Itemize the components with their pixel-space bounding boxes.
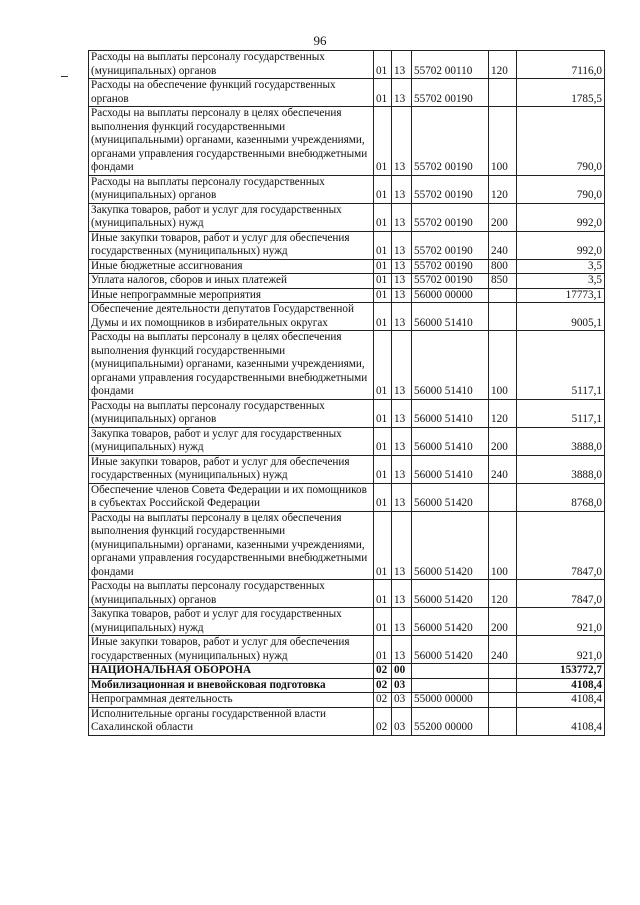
row-expense-type: [489, 707, 517, 735]
row-name: Иные закупки товаров, работ и услуг для обеспечения государственных (муниципальных) нужд: [89, 636, 374, 664]
row-target-article: 55702 00190: [412, 175, 489, 203]
row-section: 01: [374, 107, 392, 176]
row-expense-type: [489, 483, 517, 511]
row-name: Расходы на выплаты персоналу государственных (муниципальных) органов: [89, 399, 374, 427]
row-section: 01: [374, 608, 392, 636]
row-subsection: 00: [392, 664, 412, 679]
row-sum: 4108,4: [517, 678, 605, 693]
row-target-article: 55702 00190: [412, 231, 489, 259]
row-target-article: 56000 51420: [412, 636, 489, 664]
row-name: Расходы на выплаты персоналу в целях обеспечения выполнения функций государственными (муниципальными) органами, казенными учреждениями, органами управления государственными внебюджетными фондами: [89, 331, 374, 400]
row-expense-type: 240: [489, 636, 517, 664]
row-subsection: 13: [392, 399, 412, 427]
table-row: [89, 636, 605, 664]
row-expense-type: 240: [489, 455, 517, 483]
row-subsection: 13: [392, 483, 412, 511]
row-sum: 153772,7: [517, 664, 605, 679]
table-row: [89, 259, 605, 274]
row-sum: 17773,1: [517, 288, 605, 303]
row-name: Закупка товаров, работ и услуг для государственных (муниципальных) нужд: [89, 203, 374, 231]
row-expense-type: 120: [489, 175, 517, 203]
row-expense-type: [489, 79, 517, 107]
row-target-article: 56000 51410: [412, 331, 489, 400]
row-expense-type: 800: [489, 259, 517, 274]
row-section: 01: [374, 427, 392, 455]
row-name: Обеспечение деятельности депутатов Государственной Думы и их помощников в избирательных округах: [89, 303, 374, 331]
row-sum: 921,0: [517, 636, 605, 664]
row-subsection: 13: [392, 107, 412, 176]
row-target-article: 55702 00190: [412, 79, 489, 107]
table-row: [89, 331, 605, 400]
row-sum: 992,0: [517, 231, 605, 259]
row-subsection: 13: [392, 608, 412, 636]
row-target-article: 56000 51420: [412, 580, 489, 608]
page-number: 96: [313, 33, 327, 48]
row-name: Закупка товаров, работ и услуг для государственных (муниципальных) нужд: [89, 427, 374, 455]
row-section: 01: [374, 203, 392, 231]
table-row: [89, 678, 605, 693]
row-name: Уплата налогов, сборов и иных платежей: [89, 274, 374, 289]
row-name: Расходы на обеспечение функций государственных органов: [89, 79, 374, 107]
table-row: [89, 483, 605, 511]
table-row: [89, 511, 605, 580]
row-subsection: 13: [392, 511, 412, 580]
row-subsection: 13: [392, 331, 412, 400]
row-section: 02: [374, 678, 392, 693]
row-name: Обеспечение членов Совета Федерации и их помощников в субъектах Российской Федерации: [89, 483, 374, 511]
table-row: [89, 274, 605, 289]
row-section: 01: [374, 483, 392, 511]
row-expense-type: [489, 303, 517, 331]
row-section: 01: [374, 79, 392, 107]
row-sum: 4108,4: [517, 693, 605, 708]
row-section: 01: [374, 455, 392, 483]
row-sum: 3888,0: [517, 455, 605, 483]
table-row: [89, 303, 605, 331]
row-subsection: 13: [392, 231, 412, 259]
row-subsection: 03: [392, 707, 412, 735]
row-name: Расходы на выплаты персоналу в целях обеспечения выполнения функций государственными (муниципальными) органами, казенными учреждениями, органами управления государственными внебюджетными фондами: [89, 511, 374, 580]
row-expense-type: 200: [489, 427, 517, 455]
row-section: 02: [374, 693, 392, 708]
table-row: [89, 399, 605, 427]
row-expense-type: [489, 693, 517, 708]
row-name: Иные бюджетные ассигнования: [89, 259, 374, 274]
row-sum: 7847,0: [517, 580, 605, 608]
row-name: Исполнительные органы государственной власти Сахалинской области: [89, 707, 374, 735]
row-subsection: 13: [392, 51, 412, 79]
row-target-article: 56000 51410: [412, 427, 489, 455]
row-section: 02: [374, 707, 392, 735]
row-section: 01: [374, 303, 392, 331]
row-section: 01: [374, 331, 392, 400]
row-subsection: 13: [392, 288, 412, 303]
row-section: 01: [374, 231, 392, 259]
table-row: [89, 203, 605, 231]
row-subsection: 13: [392, 427, 412, 455]
row-subsection: 13: [392, 455, 412, 483]
row-target-article: 56000 51410: [412, 303, 489, 331]
row-name: Иные закупки товаров, работ и услуг для обеспечения государственных (муниципальных) нужд: [89, 231, 374, 259]
table-row: [89, 707, 605, 735]
row-target-article: 55702 00190: [412, 203, 489, 231]
row-expense-type: 850: [489, 274, 517, 289]
row-expense-type: 120: [489, 580, 517, 608]
row-name: Расходы на выплаты персоналу в целях обеспечения выполнения функций государственными (муниципальными) органами, казенными учреждениями, органами управления государственными внебюджетными фондами: [89, 107, 374, 176]
row-sum: 8768,0: [517, 483, 605, 511]
table-row: [89, 107, 605, 176]
row-expense-type: 240: [489, 231, 517, 259]
row-target-article: 55702 00190: [412, 274, 489, 289]
table-row: [89, 693, 605, 708]
row-name: НАЦИОНАЛЬНАЯ ОБОРОНА: [89, 664, 374, 679]
row-name: Расходы на выплаты персоналу государственных (муниципальных) органов: [89, 51, 374, 79]
row-sum: 4108,4: [517, 707, 605, 735]
row-subsection: 13: [392, 79, 412, 107]
row-target-article: 56000 00000: [412, 288, 489, 303]
row-target-article: 56000 51420: [412, 483, 489, 511]
row-section: 01: [374, 259, 392, 274]
row-section: 01: [374, 399, 392, 427]
row-expense-type: 100: [489, 511, 517, 580]
row-section: 01: [374, 580, 392, 608]
row-sum: 921,0: [517, 608, 605, 636]
row-name: Непрограммная деятельность: [89, 693, 374, 708]
row-target-article: 55702 00190: [412, 259, 489, 274]
row-target-article: 55702 00190: [412, 107, 489, 176]
row-target-article: 55000 00000: [412, 693, 489, 708]
row-subsection: 13: [392, 636, 412, 664]
row-subsection: 13: [392, 175, 412, 203]
row-name: Иные закупки товаров, работ и услуг для обеспечения государственных (муниципальных) нужд: [89, 455, 374, 483]
row-subsection: 03: [392, 693, 412, 708]
row-sum: 9005,1: [517, 303, 605, 331]
table-row: [89, 231, 605, 259]
table-row: [89, 664, 605, 679]
budget-table-body: [89, 51, 605, 736]
row-section: 01: [374, 288, 392, 303]
row-sum: 7116,0: [517, 51, 605, 79]
row-name: Мобилизационная и вневойсковая подготовка: [89, 678, 374, 693]
row-target-article: [412, 664, 489, 679]
row-target-article: 56000 51420: [412, 608, 489, 636]
row-sum: 1785,5: [517, 79, 605, 107]
row-sum: 790,0: [517, 107, 605, 176]
table-row: [89, 608, 605, 636]
row-section: 01: [374, 511, 392, 580]
row-expense-type: 100: [489, 107, 517, 176]
row-expense-type: 100: [489, 331, 517, 400]
row-section: 01: [374, 636, 392, 664]
row-target-article: 56000 51410: [412, 399, 489, 427]
margin-mark: [61, 76, 68, 77]
table-row: [89, 580, 605, 608]
row-name: Закупка товаров, работ и услуг для государственных (муниципальных) нужд: [89, 608, 374, 636]
row-expense-type: [489, 664, 517, 679]
row-name: Расходы на выплаты персоналу государственных (муниципальных) органов: [89, 175, 374, 203]
table-row: [89, 79, 605, 107]
row-sum: 3,5: [517, 259, 605, 274]
table-row: [89, 427, 605, 455]
row-expense-type: 120: [489, 51, 517, 79]
row-sum: 992,0: [517, 203, 605, 231]
row-target-article: 56000 51410: [412, 455, 489, 483]
row-target-article: 55702 00110: [412, 51, 489, 79]
row-name: Расходы на выплаты персоналу государственных (муниципальных) органов: [89, 580, 374, 608]
row-expense-type: [489, 288, 517, 303]
row-target-article: 55200 00000: [412, 707, 489, 735]
row-subsection: 13: [392, 274, 412, 289]
row-section: 01: [374, 274, 392, 289]
row-subsection: 13: [392, 203, 412, 231]
table-row: [89, 51, 605, 79]
table-row: [89, 288, 605, 303]
row-expense-type: 120: [489, 399, 517, 427]
row-section: 01: [374, 175, 392, 203]
row-subsection: 13: [392, 303, 412, 331]
row-target-article: 56000 51420: [412, 511, 489, 580]
row-sum: 790,0: [517, 175, 605, 203]
row-expense-type: [489, 678, 517, 693]
row-sum: 5117,1: [517, 331, 605, 400]
row-sum: 5117,1: [517, 399, 605, 427]
row-sum: 3,5: [517, 274, 605, 289]
table-row: [89, 175, 605, 203]
budget-table: [88, 50, 605, 736]
row-expense-type: 200: [489, 203, 517, 231]
row-subsection: 13: [392, 259, 412, 274]
row-expense-type: 200: [489, 608, 517, 636]
row-subsection: 03: [392, 678, 412, 693]
row-sum: 3888,0: [517, 427, 605, 455]
row-sum: 7847,0: [517, 511, 605, 580]
row-section: 02: [374, 664, 392, 679]
row-subsection: 13: [392, 580, 412, 608]
row-name: Иные непрограммные мероприятия: [89, 288, 374, 303]
row-section: 01: [374, 51, 392, 79]
row-target-article: [412, 678, 489, 693]
table-row: [89, 455, 605, 483]
